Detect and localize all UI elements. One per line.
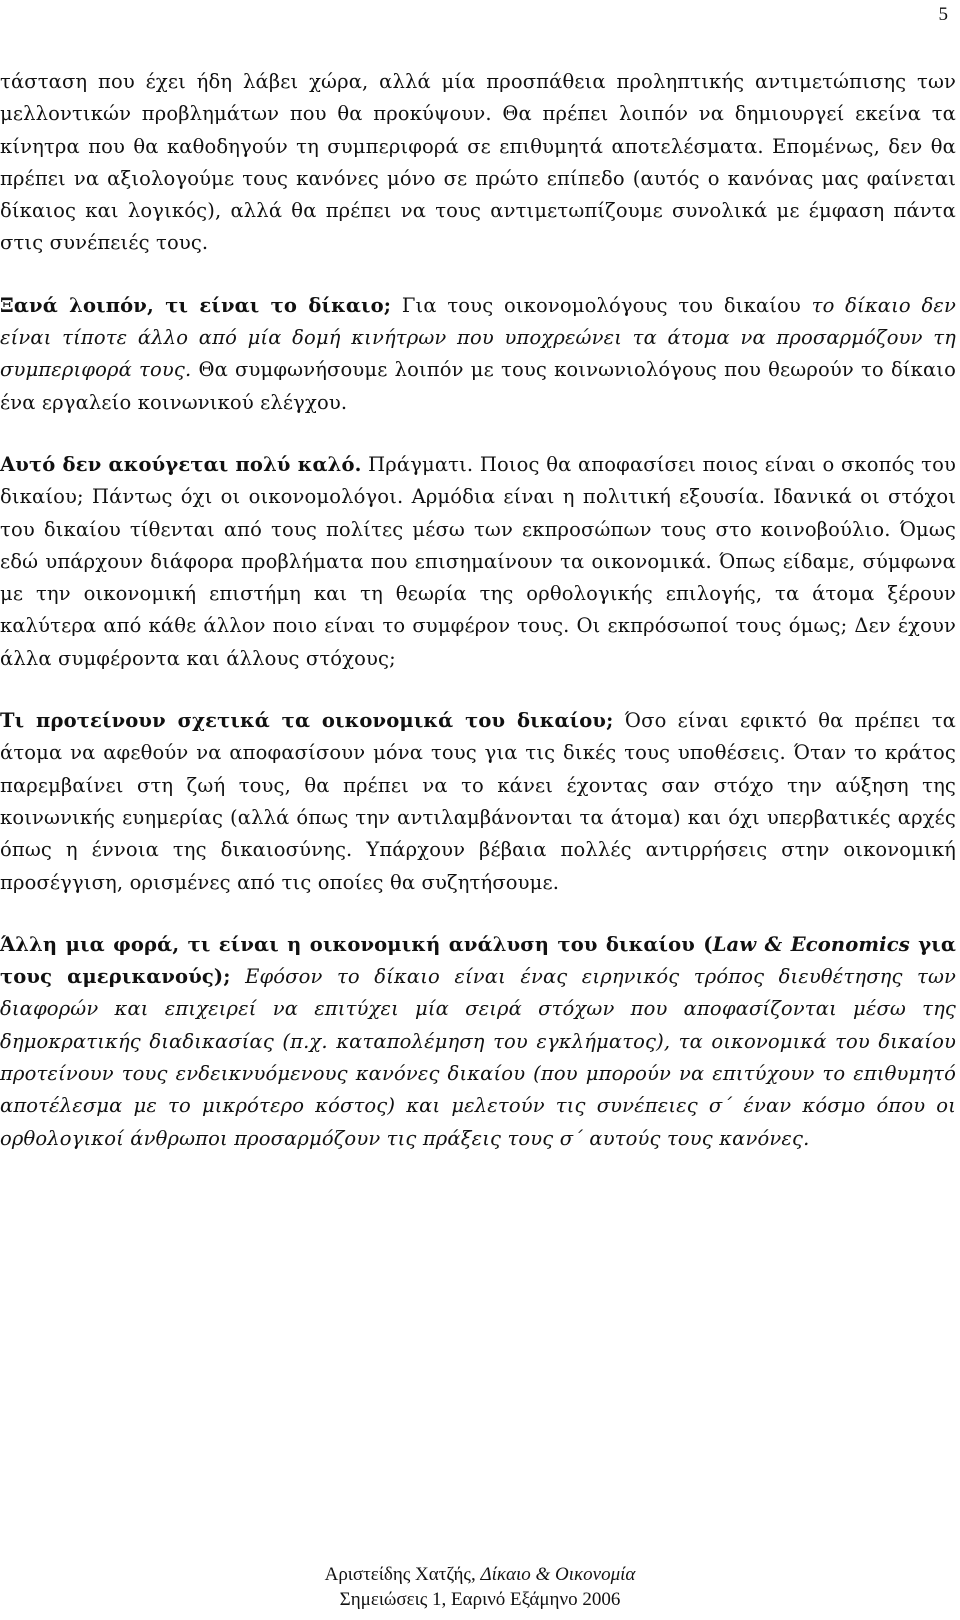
paragraph-4-text: Όσο είναι εφικτό θα πρέπει τα άτομα να αφεθούν να αποφασίσουν μόνα τους για τις δικές τους υποθέσεις. Όταν το κράτος παρεμβαίνει στη ζωή τους, θα πρέπει να το κάνει έχοντας σαν στόχο την αύξηση της κοινωνικής ευημερίας (αλλά όπως την αντιλαμβάνονται τα άτομα) και όχι υπερβατικές αρχές όπως η έννοια της δικαιοσύνης. Υπάρχουν βέβαια πολλές αντιρρήσεις στην οικονομική προσέγγιση, ορισμένες από τις οποίες θα συζητήσουμε.: [0, 709, 956, 894]
paragraph-5-heading-part-1: Άλλη μια φορά, τι είναι η οικονομική ανάλυση του δικαίου (: [0, 932, 713, 956]
page-number: 5: [938, 4, 948, 25]
paragraph-2-text-1: Για τους οικονομολόγους του δικαίου: [391, 293, 812, 317]
paragraph-3-text: Πράγματι. Ποιος θα αποφασίσει ποιος είναι ο σκοπός του δικαίου; Πάντως όχι οι οικονομολόγοι. Αρμόδια είναι η πολιτική εξουσία. Ιδανικά οι στόχοι του δικαίου τίθενται από τους πολίτες μέσω των εκπροσώπων τους στο κοινοβούλιο. Όμως εδώ υπάρχουν διάφορα προβλήματα που επισημαίνουν τα οικονομικά. Όπως είδαμε, σύμφωνα με την οικονομική επιστήμη και τη θεωρία της ορθολογικής επιλογής, τα άτομα ξέρουν καλύτερα από κάθε άλλον ποιο είναι το συμφέρον τους. Οι εκπρόσωποί τους όμως; Δεν έχουν άλλα συμφέροντα και άλλους στόχους;: [0, 452, 956, 670]
paragraph-4-heading: Τι προτείνουν σχετικά τα οικονομικά του δικαίου;: [0, 709, 614, 733]
paragraph-1: [0, 66, 956, 260]
footer-author: Αριστείδης Χατζής,: [324, 1564, 481, 1585]
paragraph-3-heading: Αυτό δεν ακούγεται πολύ καλό.: [0, 452, 362, 476]
footer-line-1: [0, 1562, 960, 1587]
paragraph-2-emphasis: το δίκαιο δεν είναι τίποτε άλλο από μία δομή κινήτρων που υποχρεώνει τα άτομα να προσαρμόζουν τη συμπεριφορά τους.: [0, 293, 956, 382]
document-body: [0, 66, 956, 1155]
paragraph-2-text-2: Θα συμφωνήσουμε λοιπόν με τους κοινωνιολόγους που θεωρούν το δίκαιο ένα εργαλείο κοινωνικού ελέγχου.: [0, 358, 956, 414]
page-footer: [0, 1562, 960, 1612]
paragraph-5-heading-term: Law & Economics: [712, 932, 910, 956]
footer-course-title: Δίκαιο & Οικονομία: [480, 1564, 636, 1585]
paragraph-4: [0, 705, 956, 899]
footer-line-2: Σημειώσεις 1, Εαρινό Εξάμηνο 2006: [339, 1589, 621, 1610]
paragraph-5-text: Εφόσον το δίκαιο είναι ένας ειρηνικός τρόπος διευθέτησης των διαφορών και επιχειρεί να επιτύχει μία σειρά στόχων που αποφασίζονται μέσω της δημοκρατικής διαδικασίας (π.χ. καταπολέμηση του εγκλήματος), τα οικονομικά του δικαίου προτείνουν τους ενδεικνυόμενους κανόνες δικαίου (που μπορούν να επιτύχουν το επιθυμητό αποτέλεσμα με το μικρότερο κόστος) και μελετούν τις συνέπειες σ΄ έναν κόσμο όπου οι ορθολογικοί άνθρωποι προσαρμόζουν τις πράξεις τους σ΄ αυτούς τους κανόνες.: [0, 965, 957, 1150]
paragraph-2-heading: Ξανά λοιπόν, τι είναι το δίκαιο;: [0, 293, 392, 317]
paragraph-5: [0, 929, 956, 1155]
paragraph-3: [0, 449, 956, 675]
paragraph-1-text: τάσταση που έχει ήδη λάβει χώρα, αλλά μία προσπάθεια προληπτικής αντιμετώπισης των μελλοντικών προβλημάτων που θα προκύψουν. Θα πρέπει λοιπόν να δημιουργεί εκείνα τα κίνητρα που θα καθοδηγούν τη συμπεριφορά σε επιθυμητά αποτελέσματα. Επομένως, δεν θα πρέπει να αξιολογούμε τους κανόνες μόνο σε πρώτο επίπεδο (αυτός ο κανόνας μας φαίνεται δίκαιος και λογικός), αλλά θα πρέπει να τους αντιμετωπίζουμε συνολικά με έμφαση πάντα στις συνέπειές τους.: [0, 70, 956, 255]
paragraph-2: [0, 290, 956, 419]
paragraph-5-heading-part-2: για τους αμερικανούς);: [0, 932, 956, 989]
